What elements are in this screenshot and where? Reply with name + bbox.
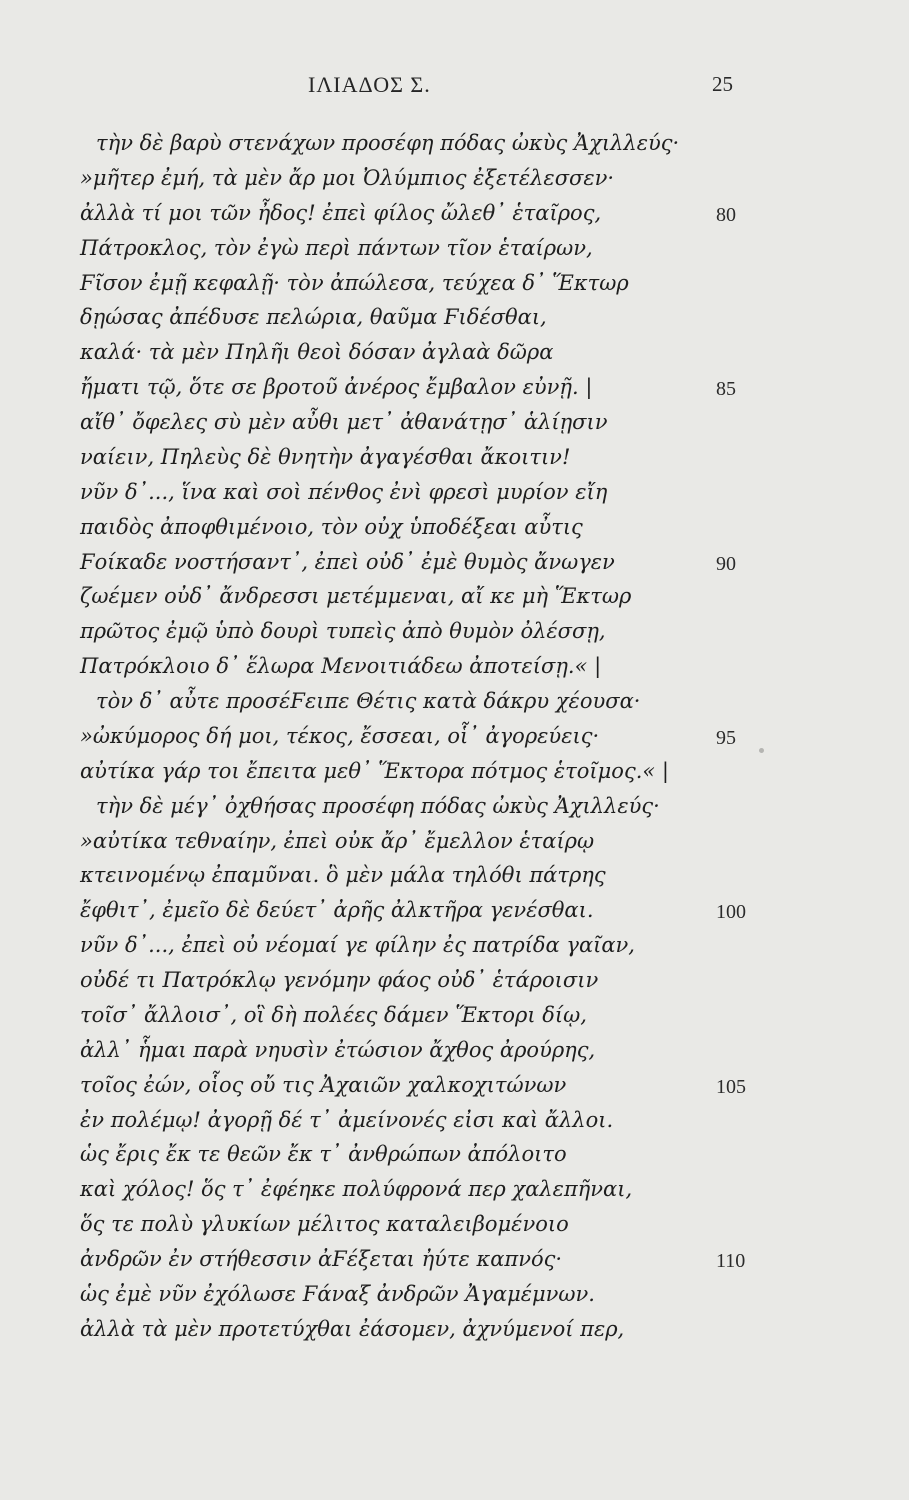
verse-line-text: δῃώσας ἀπέδυσε πελώρια, θαῦμα Ϝιδέσθαι, (80, 305, 547, 330)
running-head (0, 72, 909, 102)
verse-line (0, 616, 909, 651)
verse-line (0, 372, 909, 407)
verse-line-text: Ϝοίκαδε νοστήσαντ᾽, ἐπεὶ οὐδ᾽ ἐμὲ θυμὸς ἄνωγεν (80, 549, 615, 574)
verse-line (0, 1139, 909, 1174)
verse-line-text: ὅς τε πολὺ γλυκίων μέλιτος καταλειβομένοιο (80, 1212, 569, 1237)
verse-line (0, 302, 909, 337)
verse-line-text: »αὐτίκα τεθναίην, ἐπεὶ οὐκ ἄρ᾽ ἔμελλον ἑταίρῳ (80, 828, 595, 853)
verse-line-text: τὴν δὲ βαρὺ στενάχων προσέφη πόδας ὠκὺς Ἀχιλλεύς· (96, 131, 680, 155)
verse-line (0, 407, 909, 442)
verse-line-text: κτεινομένῳ ἐπαμῦναι. ὃ μὲν μάλα τηλόθι πάτρης (80, 863, 606, 888)
verse-line (0, 512, 909, 547)
verse-line-text: ἀνδρῶν ἐν στήθεσσιν ἀϜέξεται ἠύτε καπνός· (80, 1247, 563, 1271)
verse-line (0, 1174, 909, 1209)
verse-line (0, 1035, 909, 1070)
verse-line-text: Πατρόκλοιο δ᾽ ἕλωρα Μενοιτιάδεω ἀποτείσῃ.« | (80, 654, 602, 679)
verse-line (0, 547, 909, 582)
line-number: 85 (716, 378, 736, 401)
verse-line-text: τοῖσ᾽ ἄλλοισ᾽, οἳ δὴ πολέες δάμεν Ἕκτορι δίῳ, (80, 1002, 587, 1027)
verse-line (0, 1000, 909, 1035)
verse-line (0, 1070, 909, 1105)
verse-line-text: Πάτροκλος, τὸν ἐγὼ περὶ πάντων τῖον ἑταίρων, (80, 235, 593, 260)
verse-line-text: ἀλλὰ τὰ μὲν προτετύχθαι ἐάσομεν, ἀχνύμενοί περ, (80, 1316, 625, 1341)
verse-line-text: αἴθ᾽ ὄφελες σὺ μὲν αὖθι μετ᾽ ἀθανάτῃσ᾽ ἁλίῃσιν (80, 410, 608, 434)
verse-line-text: »ὠκύμορος δή μοι, τέκος, ἔσσεαι, οἷ᾽ ἀγορεύεις· (80, 723, 600, 748)
verse-line (0, 337, 909, 372)
verse-line (0, 442, 909, 477)
verse-line (0, 791, 909, 826)
verse-line (0, 930, 909, 965)
verse-line-text: ἀλλὰ τί μοι τῶν ἦδος! ἐπεὶ φίλος ὤλεθ᾽ ἑταῖρος, (80, 200, 602, 225)
verse-line (0, 163, 909, 198)
verse-line-text: ἤματι τῷ, ὅτε σε βροτοῦ ἀνέρος ἔμβαλον εὐνῇ. | (80, 375, 593, 400)
verse-line-text: οὐδέ τι Πατρόκλῳ γενόμην φάος οὐδ᾽ ἑτάροισιν (80, 968, 599, 992)
verse-line (0, 686, 909, 721)
verse-line (0, 826, 909, 861)
line-number: 110 (716, 1250, 746, 1272)
verse-line (0, 268, 909, 303)
verse-line (0, 198, 909, 233)
verse-line-text: παιδὸς ἀποφθιμένοιο, τὸν οὐχ ὑποδέξεαι αὖτις (80, 514, 583, 539)
verse-line (0, 477, 909, 512)
verse-line (0, 1244, 909, 1279)
verse-line (0, 1314, 909, 1349)
verse-line-text: νῦν δ᾽..., ἐπεὶ οὐ νέομαί γε φίλην ἐς πατρίδα γαῖαν, (80, 933, 635, 958)
verse-line (0, 895, 909, 930)
verse-line (0, 1279, 909, 1314)
verse-line-text: πρῶτος ἐμῷ ὑπὸ δουρὶ τυπεὶς ἀπὸ θυμὸν ὀλέσσῃ, (80, 619, 606, 644)
verse-line (0, 128, 909, 163)
verse-line (0, 965, 909, 1000)
verse-line-text: αὐτίκα γάρ τοι ἔπειτα μεθ᾽ Ἕκτορα πότμος ἑτοῖμος.« | (80, 758, 669, 783)
page-number: 25 (712, 72, 733, 96)
verse-line-text: ναίειν, Πηλεὺς δὲ θνητὴν ἀγαγέσθαι ἄκοιτιν! (80, 444, 571, 469)
verse-line (0, 860, 909, 895)
verse-line-text: ὡς ἔρις ἔκ τε θεῶν ἔκ τ᾽ ἀνθρώπων ἀπόλοιτο (80, 1142, 567, 1167)
verse-line (0, 756, 909, 791)
line-number: 80 (716, 203, 736, 226)
line-number: 95 (716, 726, 736, 749)
verse-line-text: καὶ χόλος! ὅς τ᾽ ἐφέηκε πολύφρονά περ χαλεπῆναι, (80, 1177, 633, 1202)
verse-line (0, 651, 909, 686)
verse-line-text: νῦν δ᾽..., ἵνα καὶ σοὶ πένθος ἐνὶ φρεσὶ μυρίον εἴη (80, 479, 608, 504)
line-number: 105 (716, 1075, 746, 1098)
verse-line (0, 581, 909, 616)
verse-line-text: ἐν πολέμῳ! ἀγορῇ δέ τ᾽ ἀμείνονές εἰσι καὶ ἄλλοι. (80, 1107, 614, 1132)
verse-block (0, 128, 909, 1349)
verse-line-text: τὸν δ᾽ αὖτε προσέϜειπε Θέτις κατὰ δάκρυ χέουσα· (96, 689, 641, 713)
verse-line-text: ζωέμεν οὐδ᾽ ἄνδρεσσι μετέμμεναι, αἴ κε μὴ Ἕκτωρ (80, 584, 632, 609)
verse-line-text: ἀλλ᾽ ἧμαι παρὰ νηυσὶν ἐτώσιον ἄχθος ἀρούρης, (80, 1037, 596, 1062)
verse-line (0, 1105, 909, 1140)
verse-line-text: τοῖος ἐών, οἷος οὔ τις Ἀχαιῶν χαλκοχιτώνων (80, 1072, 567, 1097)
line-number: 90 (716, 552, 736, 575)
verse-line-text: »μῆτερ ἐμή, τὰ μὲν ἄρ μοι Ὀλύμπιος ἐξετέλεσσεν· (80, 165, 615, 190)
print-speck (759, 748, 764, 753)
verse-line (0, 721, 909, 756)
verse-line-text: ἔφθιτ᾽, ἐμεῖο δὲ δεύετ᾽ ἀρῆς ἀλκτῆρα γενέσθαι. (80, 898, 594, 923)
verse-line (0, 233, 909, 268)
running-head-title: ΙΛΙΑΔΟΣ Σ. (308, 72, 431, 97)
verse-line-text: Ϝῖσον ἐμῇ κεφαλῇ· τὸν ἀπώλεσα, τεύχεα δ᾽ Ἕκτωρ (80, 270, 629, 295)
line-number: 100 (716, 901, 746, 924)
verse-line-text: καλά· τὰ μὲν Πηλῆι θεοὶ δόσαν ἀγλαὰ δῶρα (80, 340, 554, 365)
verse-line-text: τὴν δὲ μέγ᾽ ὀχθήσας προσέφη πόδας ὠκὺς Ἀχιλλεύς· (96, 793, 660, 818)
verse-line (0, 1209, 909, 1244)
verse-line-text: ὡς ἐμὲ νῦν ἐχόλωσε Ϝάναξ ἀνδρῶν Ἀγαμέμνων. (80, 1281, 595, 1306)
